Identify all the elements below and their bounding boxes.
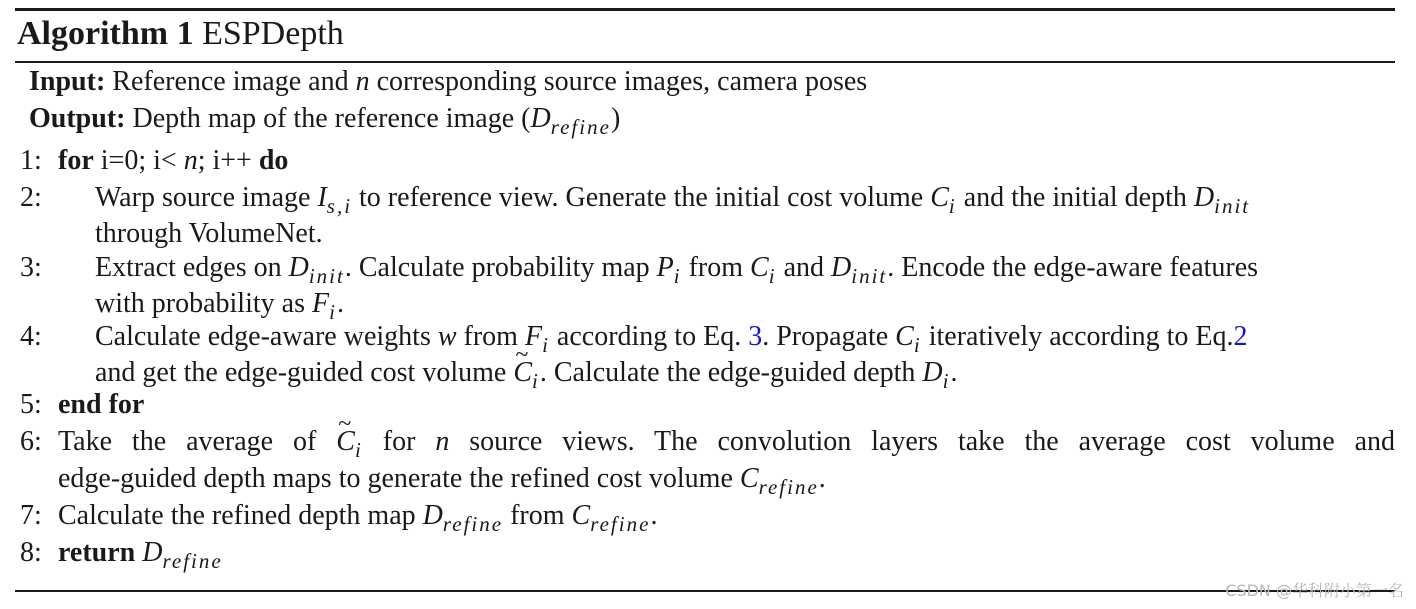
subscript: s,i [326,194,353,218]
equation-ref-3[interactable]: 3 [748,321,763,352]
bottom-rule [15,590,1395,592]
step-number: 2: [20,182,42,213]
subscript: init [308,264,345,288]
var-I: I [317,182,327,213]
var-C: C [930,182,949,213]
subscript: i [948,194,957,218]
input-text: Reference image and [112,66,356,97]
var-D: D [922,357,943,388]
step-text: source views. The convolution layers take the average cost volume and [449,426,1395,457]
var-F: F [524,321,543,352]
step-text: from [503,500,572,531]
algorithm-name: ESPDepth [202,15,344,52]
algorithm-caption [17,12,344,56]
step-text: with probability as [95,288,312,319]
step-text: . Encode the edge-aware features [887,252,1259,283]
step-text: from [456,321,525,352]
step-text: for [362,426,436,457]
caption-rule [15,61,1395,63]
step-number: 7: [20,500,42,531]
step-text: . Calculate the edge-guided depth [539,357,923,388]
step-6-continued [58,461,826,497]
step-1 [58,143,288,179]
step-text: Calculate the refined depth map [58,500,423,531]
var-C-tilde: ~ C [513,355,532,391]
step-text: iteratively according to Eq. [921,321,1234,352]
step-2-continued: through VolumeNet. [95,218,323,249]
subscript: i [768,264,777,288]
step-text: Calculate edge-aware weights [95,321,438,352]
subscript: init [1214,194,1251,218]
subscript: i [673,264,682,288]
step-text: according to Eq. [549,321,749,352]
subscript: i [542,333,550,357]
step-7 [58,498,657,534]
var-F: F [311,288,330,319]
step-number: 4: [20,321,42,352]
step-3 [95,250,1258,286]
algorithm-label: Algorithm 1 [17,15,194,52]
var-D: D [422,500,443,531]
top-rule [15,8,1395,11]
output-label: Output: [29,103,126,134]
keyword-end-for: end for [58,389,145,420]
subscript: refine [442,512,504,536]
var-P: P [656,252,674,283]
step-text: to reference view. Generate the initial cost volume [352,182,931,213]
keyword-return: return [58,537,136,568]
input-label: Input: [29,66,106,97]
var-C: C [750,252,769,283]
equation-ref-2[interactable]: 2 [1233,321,1248,352]
step-text: . [950,357,958,388]
subscript: refine [550,115,611,139]
var-C: C [895,321,914,352]
step-text: . Calculate probability map [344,252,657,283]
var-D: D [831,252,852,283]
step-8 [58,535,223,571]
step-text: . Propagate [762,321,896,352]
step-text: Take the average of [58,426,337,457]
step-text: Warp source image [95,182,318,213]
var-n: n [435,426,450,457]
subscript: i [329,300,337,324]
keyword-for: for [58,145,94,176]
step-number: 5: [20,389,42,420]
step-text: from [681,252,751,283]
var-n: n [355,66,370,97]
step-text: Extract edges on [95,252,289,283]
step-4-continued [95,355,957,391]
step-text: edge-guided depth maps to generate the refined cost volume [58,463,740,494]
step-text: . [650,500,658,531]
watermark: CSDN @华科附小第一名 [1225,581,1404,600]
step-text: and [776,252,832,283]
step-2 [95,180,1250,216]
input-text-rest: corresponding source images, camera poses [369,66,868,97]
subscript: refine [162,549,223,573]
step-text: and the initial depth [956,182,1194,213]
subscript: i [354,438,363,462]
step-3-continued [95,286,344,322]
var-D: D [142,537,163,568]
step-4 [95,319,1247,355]
var-w: w [437,321,457,352]
output-text-rest: ) [610,103,621,134]
subscript: i [913,333,922,357]
step-text: . [336,288,344,319]
step-number: 3: [20,252,42,283]
step-text: ; i++ [197,145,259,176]
step-5 [58,387,144,423]
subscript: i [942,369,951,393]
step-6 [58,424,1395,460]
step-number: 8: [20,537,42,568]
var-C-tilde: ~ C [336,424,355,460]
step-number: 1: [20,145,42,176]
input-line [29,64,867,100]
var-n: n [183,145,198,176]
output-line [29,101,620,137]
step-text: i=0; i< [93,145,184,176]
step-text: . [818,463,826,494]
var-D: D [530,103,551,134]
keyword-do: do [258,145,289,176]
var-C: C [739,463,759,494]
step-number: 6: [20,426,42,457]
subscript: init [851,264,888,288]
subscript: i [532,369,540,393]
subscript: refine [758,475,819,499]
step-text: and get the edge-guided cost volume [95,357,514,388]
var-D: D [288,252,309,283]
var-D: D [1193,182,1215,213]
subscript: refine [590,512,651,536]
var-C: C [571,500,591,531]
output-text: Depth map of the reference image ( [132,103,531,134]
